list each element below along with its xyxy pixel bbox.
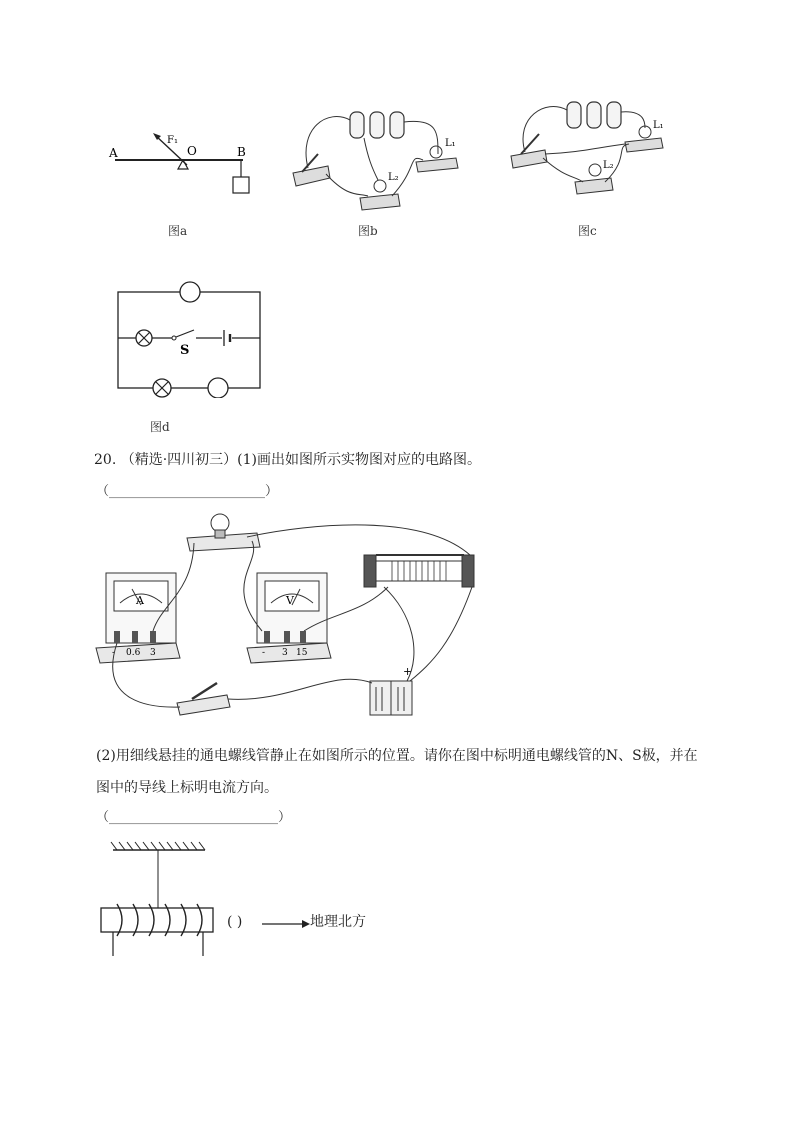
label-f1: F₁: [167, 135, 178, 146]
label-c-l2: L₂: [603, 160, 614, 171]
voltmeter-terminal-3: 3: [282, 648, 288, 658]
ammeter-terminal-minus: -: [112, 648, 116, 658]
figure-d-circuit-diagram: [110, 278, 270, 398]
geographic-north-label: 地理北方: [310, 914, 366, 930]
voltmeter-terminal-15: 15: [296, 648, 308, 658]
compass-direction-blank: ( ): [227, 914, 243, 930]
ammeter-terminal-3: 3: [150, 648, 156, 658]
question-source: （精选·四川初三）: [120, 452, 238, 468]
figure-a-caption: 图a: [168, 224, 188, 238]
solenoid-figure: [95, 838, 295, 958]
figure-b-caption: 图b: [358, 224, 378, 238]
label-a: A: [109, 146, 118, 160]
figure-a-lever-diagram: [105, 125, 265, 205]
figure-d-caption: 图d: [150, 420, 170, 434]
question-part2-line1: (2)用细线悬挂的通电螺线管静止在如图所示的位置。请你在图中标明通电螺线管的N、S极，并在: [96, 748, 698, 764]
label-d-s: S: [180, 343, 190, 358]
label-b: B: [237, 145, 246, 159]
figure-c-caption: 图c: [578, 224, 597, 238]
figure-c-circuit-photo: [505, 98, 670, 213]
label-c-l1: L₁: [653, 120, 664, 131]
ammeter-terminal-0-6: 0.6: [126, 648, 141, 658]
question-number: 20.: [94, 452, 117, 468]
question-20-header: [94, 450, 481, 470]
ammeter-letter: A: [136, 594, 144, 607]
figure-b-circuit-photo: [288, 98, 478, 213]
question-part2-line2: 图中的导线上标明电流方向。: [96, 780, 278, 796]
voltmeter-terminal-minus: -: [262, 648, 266, 658]
question-20-real-circuit: [92, 503, 502, 728]
answer-blank-2: （__________________________）: [96, 810, 292, 825]
arrow-right-icon: [262, 918, 310, 930]
voltmeter-letter: V: [286, 594, 294, 607]
question-part1: (1)画出如图所示实物图对应的电路图。: [237, 452, 482, 468]
label-b-l1: L₁: [445, 138, 456, 149]
label-o: O: [187, 144, 197, 158]
answer-blank-1: （________________________）: [96, 484, 279, 499]
battery-plus-sign: +: [403, 665, 413, 678]
label-b-l2: L₂: [388, 172, 399, 183]
